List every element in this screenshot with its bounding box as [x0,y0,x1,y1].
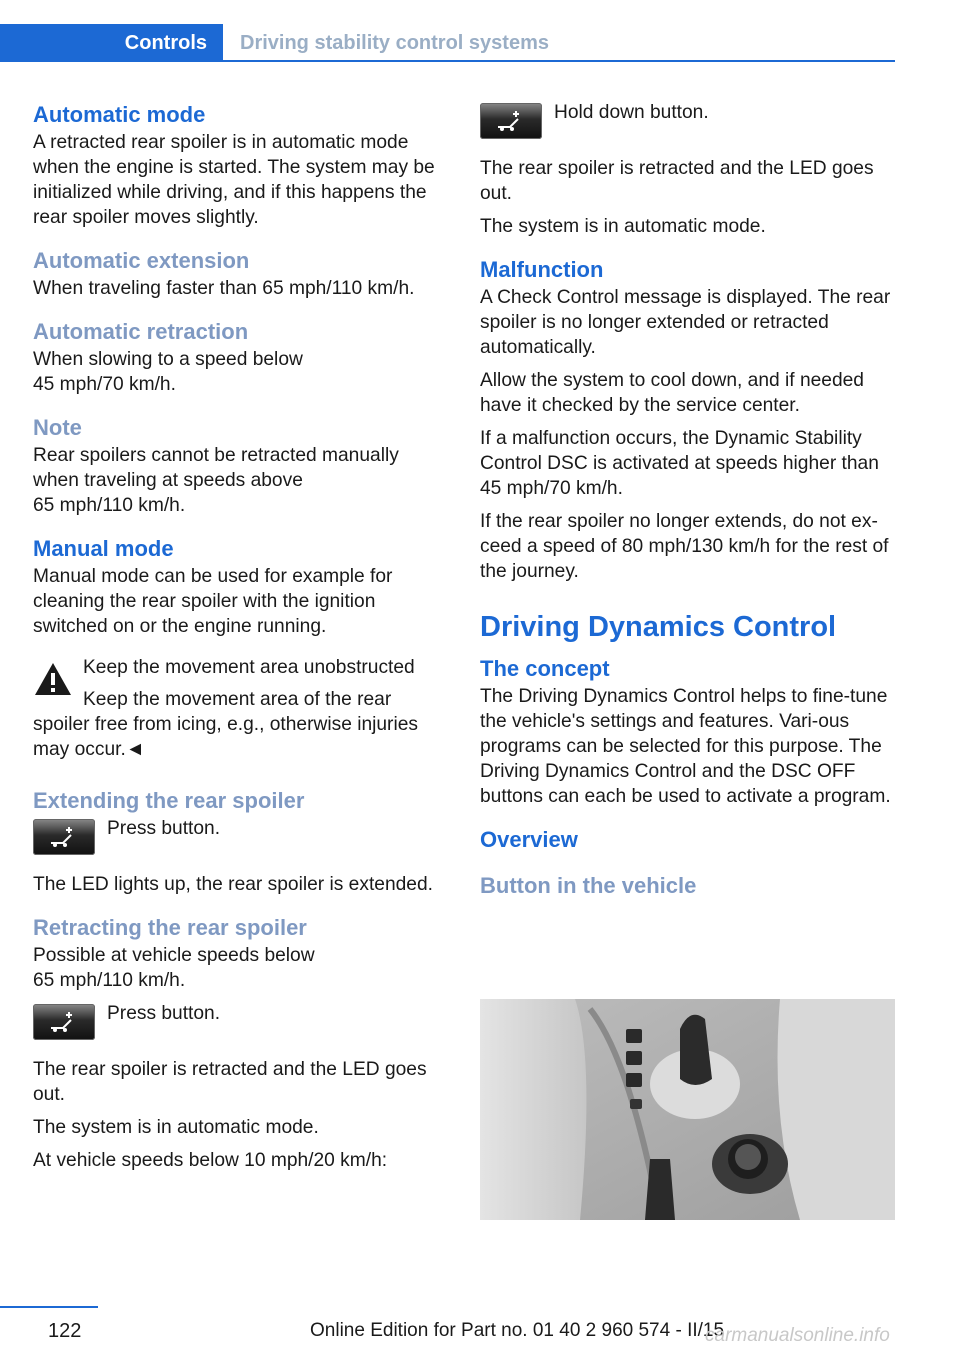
warning-text-first: Keep the movement area of the rear [83,689,392,710]
right-column [480,100,900,901]
left-column [33,100,448,1173]
extend-heading: Extending the rear spoiler [33,788,305,813]
extend-button-text: Press button. [107,818,221,839]
hold-auto: The system is in automatic mode. [480,216,766,237]
malfunction-heading: Malfunction [480,257,604,282]
rear-spoiler-button-icon [480,103,542,139]
concept-heading: The concept [480,656,610,681]
hold-result: The rear spoiler is retracted and the LED goes out. [480,158,874,204]
automatic-mode-heading: Automatic mode [33,102,206,127]
auto-extension-text: When traveling faster than 65 mph/110 km/h. [33,278,415,299]
retract-heading: Retracting the rear spoiler [33,915,307,940]
watermark: carmanualsonline.info [705,1325,890,1346]
page-number-rule [0,1306,98,1308]
extend-result: The LED lights up, the rear spoiler is extended. [33,874,433,895]
overview-heading: Overview [480,827,578,852]
retract-condition-2: 65 mph/110 km/h. [33,970,186,991]
manual-mode-heading: Manual mode [33,536,174,561]
manual-mode-text: Manual mode can be used for example for cleaning the rear spoiler with the ignition switched on or the engine running. [33,566,393,637]
note-text: Rear spoilers cannot be retracted manually when traveling at speeds above [33,445,399,491]
malfunction-text-3: If a malfunction occurs, the Dynamic Stability Control DSC is activated at speeds higher than 45 mph/70 km/h. [480,428,879,499]
edition-footer: Online Edition for Part no. 01 40 2 960 574 - II/15 [310,1320,725,1341]
extend-button-row [33,816,448,864]
auto-retraction-line1: When slowing to a speed below [33,349,303,370]
automatic-mode-text: A retracted rear spoiler is in automatic mode when the engine is started. The system may be initialized while driving, and if this happens the rear spoiler moves slightly. [33,132,435,228]
auto-extension-heading: Automatic extension [33,248,250,273]
page-number: 122 [48,1320,82,1342]
concept-text: The Driving Dynamics Control helps to fine-tune the vehicle's settings and features. Vari‐ous programs can be selected for this purpose. The Driving Dynamics Control and the DSC OFF buttons can each be used to activate a program. [480,686,891,807]
center-console-photo [480,999,895,1220]
auto-retraction-line2: 45 mph/70 km/h. [33,374,176,395]
warning-text-rest: spoiler free from icing, e.g., otherwise injuries may occur.◄ [33,714,418,760]
retract-button-text: Press button. [107,1003,221,1024]
malfunction-text-2: Allow the system to cool down, and if needed have it checked by the service center. [480,370,864,416]
warning-block [33,655,448,762]
warning-title: Keep the movement area unobstructed [83,657,415,678]
malfunction-text-1: A Check Control message is displayed. The rear spoiler is no longer extended or retracted automatically. [480,287,891,358]
hold-button-row [480,100,900,148]
rear-spoiler-button-icon [33,819,95,855]
rear-spoiler-button-icon [33,1004,95,1040]
retract-result: The rear spoiler is retracted and the LED goes out. [33,1059,427,1105]
subsection-tab: Driving stability control systems [240,32,549,54]
retract-condition-1: Possible at vehicle speeds below [33,945,315,966]
retract-button-row [33,1001,448,1049]
hold-button-text: Hold down button. [554,102,709,123]
auto-retraction-heading: Automatic retraction [33,319,249,344]
malfunction-text-4: If the rear spoiler no longer extends, do not ex‐ceed a speed of 80 mph/130 km/h for the rest of the journey. [480,511,889,582]
note-heading: Note [33,415,82,440]
warning-triangle-icon [33,661,73,697]
low-speed-text: At vehicle speeds below 10 mph/20 km/h: [33,1150,388,1171]
note-text-2: 65 mph/110 km/h. [33,495,186,516]
ddc-heading: Driving Dynamics Control [480,611,837,643]
section-tab: Controls [0,24,223,62]
retract-auto: The system is in automatic mode. [33,1117,319,1138]
button-vehicle-heading: Button in the vehicle [480,873,697,898]
header-rule [0,60,895,62]
